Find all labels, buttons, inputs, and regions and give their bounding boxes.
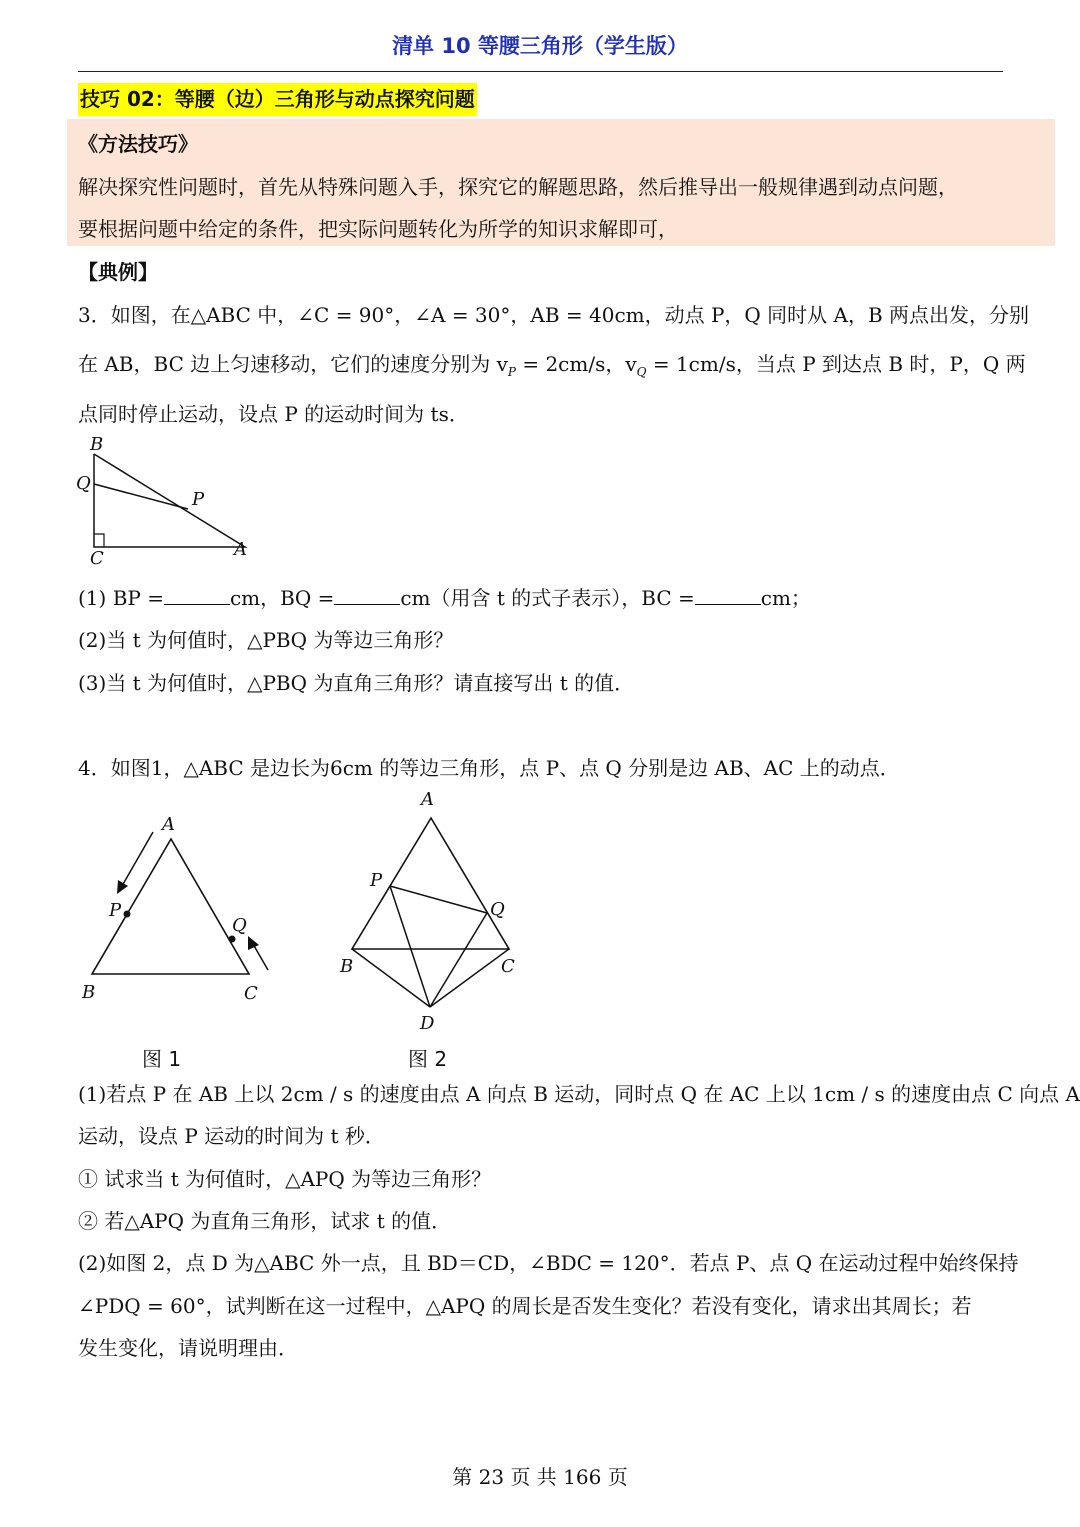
q3-line-2b: = 2cm/s，v	[515, 352, 637, 376]
q4-fig2-label-d: D	[420, 1013, 435, 1034]
q3-segment-pq	[94, 484, 188, 509]
q3-label-a: A	[234, 539, 247, 560]
q4-fig2-segment-bd	[352, 949, 430, 1007]
q4-figure-2	[330, 785, 530, 1035]
skill-heading: 技巧 02：等腰（边）三角形与动点探究问题	[78, 83, 477, 116]
q4-fig1-label-a: A	[162, 814, 175, 835]
q3-line-2c: = 1cm/s，当点 P 到达点 B 时，P，Q 两	[646, 352, 1026, 376]
q3-part-1	[78, 582, 811, 611]
q4-fig2-label-p: P	[370, 870, 383, 891]
method-text-line-1: 解决探究性问题时，首先从特殊问题入手，探究它的解题思路，然后推导出一般规律遇到动点问题，	[78, 175, 958, 199]
method-title: 《方法技巧》	[78, 132, 198, 156]
q3-label-p: P	[192, 489, 205, 510]
q4-fig2-segment-qd	[430, 913, 487, 1007]
q4-fig1-label-q: Q	[232, 915, 247, 936]
q4-fig2-label-c: C	[501, 956, 515, 977]
q4-part-1-item-ii: ② 若△APQ 为直角三角形，试求 t 的值．	[78, 1209, 452, 1233]
q4-part-2-line-1: (2)如图 2，点 D 为△ABC 外一点，且 BD＝CD，∠BDC = 120°．若点 P、点 Q 在运动过程中始终保持	[78, 1251, 1019, 1275]
q4-fig2-label-b: B	[340, 956, 354, 977]
q3-label-c: C	[90, 548, 104, 567]
q4-part-2-line-3: 发生变化，请说明理由．	[78, 1336, 298, 1360]
q3-line-3: 点同时停止运动，设点 P 的运动时间为 ts．	[78, 402, 469, 426]
q3-label-q: Q	[76, 473, 91, 494]
q3-sub-q: Q	[636, 365, 647, 379]
q4-fig2-segment-cd	[430, 949, 509, 1007]
q3-part-1c: cm（用含 t 的式子表示），BC =	[400, 586, 695, 610]
answer-blank[interactable]	[695, 586, 761, 605]
arrowhead-icon	[117, 880, 128, 894]
q4-fig1-label-p: P	[109, 900, 122, 921]
q3-triangle	[94, 454, 245, 547]
q4-fig2-segment-pq	[390, 886, 487, 913]
q3-part-1d: cm；	[760, 586, 811, 610]
q3-part-1b: cm，BQ =	[229, 586, 335, 610]
q4-fig1-label-c: C	[244, 983, 258, 1004]
q4-figure-1	[70, 805, 290, 1005]
method-text-line-2: 要根据问题中给定的条件，把实际问题转化为所学的知识求解即可，	[78, 217, 678, 241]
q4-fig1-point-p	[124, 911, 131, 918]
q4-fig2-segment-pd	[390, 886, 430, 1007]
q4-part-1-line-1: (1)若点 P 在 AB 上以 2cm / s 的速度由点 A 向点 B 运动，同时点 Q 在 AC 上以 1cm / s 的速度由点 C 向点 A	[78, 1082, 1080, 1106]
q4-figure-1-caption: 图 1	[142, 1047, 182, 1071]
q3-part-1a: (1) BP =	[78, 586, 164, 610]
q3-part-2: (2)当 t 为何值时，△PBQ 为等边三角形？	[78, 628, 454, 652]
q3-line-1: 3．如图，在△ABC 中，∠C = 90°，∠A = 30°，AB = 40cm，动点 P，Q 同时从 A，B 两点出发，分别	[78, 303, 1030, 327]
q3-line-2	[78, 348, 1026, 379]
example-heading: 【典例】	[78, 260, 158, 284]
q4-fig1-label-b: B	[82, 982, 96, 1003]
answer-blank[interactable]	[164, 586, 230, 605]
q4-part-1-line-2: 运动，设点 P 运动的时间为 t 秒．	[78, 1124, 385, 1148]
q4-fig1-point-q	[229, 936, 236, 943]
header-divider	[78, 71, 1003, 72]
q4-figure-2-caption: 图 2	[408, 1047, 448, 1071]
q4-fig2-label-q: Q	[490, 899, 505, 920]
q3-sub-p: P	[507, 365, 516, 379]
q3-label-b: B	[90, 434, 104, 455]
q4-fig2-label-a: A	[421, 789, 434, 810]
q4-part-1-item-i: ① 试求当 t 为何值时，△APQ 为等边三角形？	[78, 1167, 492, 1191]
page-footer: 第 23 页 共 166 页	[452, 1465, 628, 1489]
q4-part-2-line-2: ∠PDQ = 60°，试判断在这一过程中，△APQ 的周长是否发生变化？若没有变化，请求出其周长；若	[78, 1294, 972, 1318]
arrowhead-icon	[248, 936, 259, 950]
q3-part-3: (3)当 t 为何值时，△PBQ 为直角三角形？请直接写出 t 的值．	[78, 671, 635, 695]
q4-line-1: 4．如图1，△ABC 是边长为6cm 的等边三角形，点 P、点 Q 分别是边 AB、AC 上的动点．	[78, 756, 900, 780]
answer-blank[interactable]	[334, 586, 400, 605]
q4-fig1-arrow-q	[253, 944, 268, 970]
q3-line-2a: 在 AB，BC 边上匀速移动，它们的速度分别为 v	[78, 352, 508, 376]
q3-right-angle-mark	[94, 534, 104, 547]
q3-figure	[70, 432, 260, 567]
page-header-title: 清单 10 等腰三角形（学生版）	[392, 34, 688, 58]
